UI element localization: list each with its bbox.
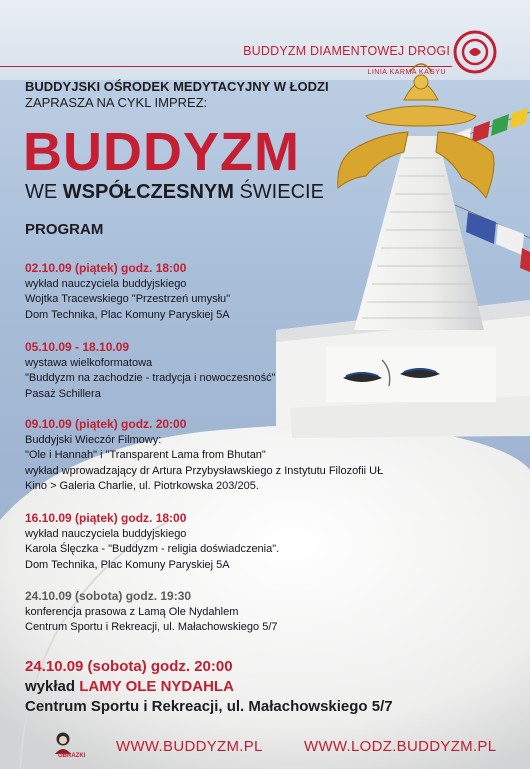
header-organizer: BUDDYJSKI OŚRODEK MEDYTACYJNY W ŁODZI: [25, 79, 329, 94]
event-line: Kino > Galeria Charlie, ul. Piotrkowska 203/205.: [25, 480, 259, 492]
event-item: [25, 340, 276, 402]
event-line: Wojtka Tracewskiego "Przestrzeń umysłu": [25, 293, 231, 305]
diamond-way-logo-icon[interactable]: [453, 30, 497, 74]
event-line: wystawa wielkoformatowa: [25, 356, 153, 369]
subtitle-pre: WE: [25, 181, 63, 203]
main-event: [25, 657, 393, 717]
footer-link-buddyzm[interactable]: WWW.BUDDYZM.PL: [116, 738, 263, 755]
footer-link-lodz[interactable]: WWW.LODZ.BUDDYZM.PL: [304, 738, 497, 755]
event-line: wykład wprowadzający dr Artura Przybysławskiego z Instytutu Filozofii UŁ: [25, 464, 384, 477]
event-item: [25, 511, 279, 573]
main-event-speaker: [25, 677, 393, 697]
footer-icon-label: OBRAZKI: [58, 753, 86, 759]
event-date: 16.10.09 (piątek) godz. 18:00: [25, 511, 187, 525]
event-line: "Buddyzm na zachodzie - tradycja i nowoczesność": [25, 372, 276, 384]
main-event-speaker-name: LAMY OLE NYDAHLA: [79, 678, 234, 695]
event-line: Dom Technika, Plac Komuny Paryskiej 5A: [25, 308, 230, 321]
event-line: wykład nauczyciela buddyjskiego: [25, 527, 187, 540]
org-name: BUDDYZM DIAMENTOWEJ DROGI: [243, 44, 450, 58]
event-item: [25, 417, 383, 495]
event-line: "Ole i Hannah" i "Transparent Lama from Bhutan": [25, 449, 266, 461]
event-line: Dom Technika, Plac Komuny Paryskiej 5A: [25, 558, 230, 571]
program-heading: PROGRAM: [25, 221, 104, 238]
event-date: 09.10.09 (piątek) godz. 20:00: [25, 417, 187, 431]
event-date: 05.10.09 - 18.10.09: [25, 340, 130, 354]
event-line: Karola Ślęczka - "Buddyzm - religia doświadczenia".: [25, 543, 280, 555]
subtitle-bold: WSPÓŁCZESNYM: [62, 181, 234, 203]
event-line: Buddyjski Wieczór Filmowy:: [25, 433, 162, 446]
lama-portrait-icon: [52, 730, 74, 754]
header-invitation: ZAPRASZA NA CYKL IMPREZ:: [25, 95, 208, 110]
page-title: BUDDYZM: [23, 122, 300, 182]
main-event-date: 24.10.09 (sobota) godz. 20:00: [25, 658, 233, 675]
event-line: Centrum Sportu i Rekreacji, ul. Małachowskiego 5/7: [25, 621, 278, 633]
main-event-place: Centrum Sportu i Rekreacji, ul. Małachowskiego 5/7: [25, 698, 393, 715]
org-subtitle: LINIA KARMA KAGYU: [367, 69, 446, 76]
page-subtitle: [25, 181, 324, 204]
event-line: konferencja prasowa z Lamą Ole Nydahlem: [25, 605, 239, 618]
event-line: wykład nauczyciela buddyjskiego: [25, 277, 187, 290]
event-date: 02.10.09 (piątek) godz. 18:00: [25, 261, 187, 275]
event-item: [25, 261, 230, 323]
subtitle-post: ŚWIECIE: [233, 181, 324, 203]
event-item: [25, 589, 278, 636]
event-line: Pasaż Schillera: [25, 387, 101, 400]
event-date: 24.10.09 (sobota) godz. 19:30: [25, 589, 192, 603]
main-event-speaker-prefix: wykład: [25, 678, 80, 695]
